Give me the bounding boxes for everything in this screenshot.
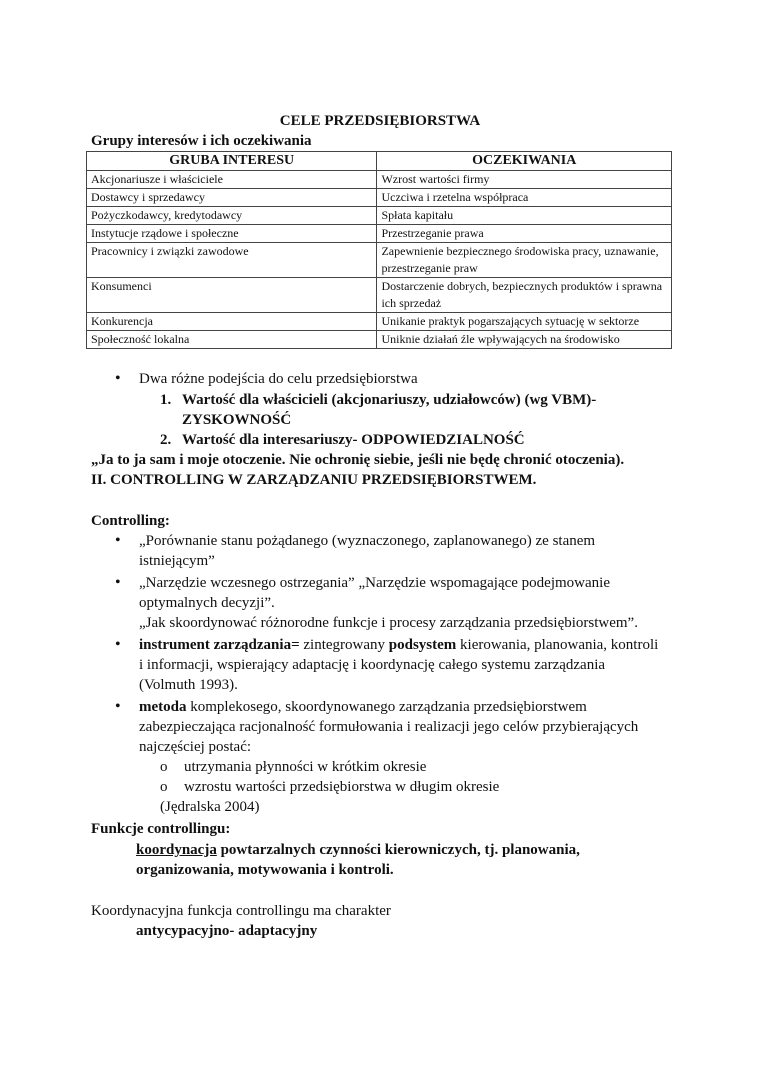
table-cell: Akcjonariusze i właściciele bbox=[87, 171, 377, 189]
method-term: metoda bbox=[139, 699, 187, 715]
table-cell: Pracownicy i związki zawodowe bbox=[87, 243, 377, 278]
sub-bullet-2: o wzrostu wartości przedsiębiorstwa w długim okresie bbox=[184, 777, 499, 797]
method-text: komplekosego, skoordynowanego zarządzania przedsiębiorstwem bbox=[186, 699, 587, 715]
controlling-bullet-3-line-1 bbox=[139, 635, 658, 655]
section-heading: II. CONTROLLING W ZARZĄDZANIU PRZEDSIĘBIORSTWEM. bbox=[91, 472, 537, 488]
controlling-bullet-4-line-1 bbox=[139, 697, 587, 717]
controlling-bullet-4-line-3: najczęściej postać: bbox=[139, 739, 252, 755]
column-header-expectations: OCZEKIWANIA bbox=[377, 152, 672, 171]
instrument-text-2: kierowania, planowania, kontroli bbox=[456, 637, 659, 653]
table-cell: Dostarczenie dobrych, bezpiecznych produktów i sprawna ich sprzedaż bbox=[377, 278, 672, 313]
table-row bbox=[87, 243, 672, 278]
table-row bbox=[87, 189, 672, 207]
approaches-intro: • Dwa różne podejścia do celu przedsiębiorstwa bbox=[139, 369, 418, 389]
interest-groups-table bbox=[86, 151, 672, 349]
controlling-bullet-3-line-2: i informacji, wspierający adaptację i koordynację całego systemu zarządzania bbox=[139, 657, 606, 673]
table-cell: Zapewnienie bezpiecznego środowiska pracy, uznawanie, przestrzeganie praw bbox=[377, 243, 672, 278]
approach-2-number: 2. bbox=[160, 432, 172, 448]
table-cell: Spłata kapitału bbox=[377, 207, 672, 225]
functions-heading: Funkcje controllingu: bbox=[91, 821, 231, 837]
functions-line-2: organizowania, motywowania i kontroli. bbox=[136, 862, 394, 878]
approach-1-line-1: Wartość dla właścicieli (akcjonariuszy, udziałowców) (wg VBM)- bbox=[182, 392, 597, 408]
coordination-character: antycypacyjno- adaptacyjny bbox=[136, 923, 318, 939]
controlling-bullet-1-line-1: • „Porównanie stanu pożądanego (wyznaczonego, zaplanowanego) ze stanem bbox=[139, 531, 595, 551]
page-title: CELE PRZEDSIĘBIORSTWA bbox=[279, 113, 481, 129]
table-cell: Uniknie działań źle wpływających na środowisko bbox=[377, 331, 672, 349]
table-cell: Unikanie praktyk pogarszających sytuację w sektorze bbox=[377, 313, 672, 331]
controlling-bullet-4-line-2: zabezpieczająca racjonalność formułowania i realizacji jego celów przybierających bbox=[139, 719, 639, 735]
table-header-row bbox=[87, 152, 672, 171]
table-cell: Instytucje rządowe i społeczne bbox=[87, 225, 377, 243]
functions-line-1 bbox=[136, 840, 580, 860]
approach-1-line-2: ZYSKOWNOŚĆ bbox=[182, 412, 292, 428]
instrument-term: instrument zarządzania= bbox=[139, 637, 300, 653]
table-row bbox=[87, 207, 672, 225]
quote: „Ja to ja sam i moje otoczenie. Nie ochronię siebie, jeśli nie będę chronić otoczenia). bbox=[91, 452, 625, 468]
controlling-bullet-3-line-3: (Volmuth 1993). bbox=[139, 677, 238, 693]
table-cell: Pożyczkodawcy, kredytodawcy bbox=[87, 207, 377, 225]
controlling-bullet-2-line-2: optymalnych decyzji”. bbox=[139, 595, 275, 611]
sub-bullet-1: o utrzymania płynności w krótkim okresie bbox=[184, 757, 426, 777]
citation: (Jędralska 2004) bbox=[160, 799, 260, 815]
table-cell: Przestrzeganie prawa bbox=[377, 225, 672, 243]
controlling-bullet-2-line-3: „Jak skoordynować różnorodne funkcje i procesy zarządzania przedsiębiorstwem”. bbox=[139, 615, 638, 631]
controlling-bullet-2-line-1: • „Narzędzie wczesnego ostrzegania” „Narzędzie wspomagające podejmowanie bbox=[139, 573, 610, 593]
table-row bbox=[87, 171, 672, 189]
table-cell: Społeczność lokalna bbox=[87, 331, 377, 349]
table-cell: Uczciwa i rzetelna współpraca bbox=[377, 189, 672, 207]
controlling-heading: Controlling: bbox=[91, 513, 170, 529]
table-row bbox=[87, 225, 672, 243]
controlling-bullet-1-line-2: istniejącym” bbox=[139, 553, 215, 569]
functions-line-1-rest: powtarzalnych czynności kierowniczych, tj. planowania, bbox=[216, 842, 580, 858]
coordination-text: Koordynacyjna funkcja controllingu ma charakter bbox=[91, 903, 391, 919]
table-cell: Konkurencja bbox=[87, 313, 377, 331]
table-cell: Konsumenci bbox=[87, 278, 377, 313]
table-row bbox=[87, 278, 672, 313]
table-cell: Dostawcy i sprzedawcy bbox=[87, 189, 377, 207]
approach-2: Wartość dla interesariuszy- ODPOWIEDZIALNOŚĆ bbox=[182, 432, 525, 448]
instrument-text-1: zintegrowany bbox=[299, 637, 389, 653]
table-cell: Wzrost wartości firmy bbox=[377, 171, 672, 189]
table-row bbox=[87, 331, 672, 349]
column-header-group: GRUBA INTERESU bbox=[87, 152, 377, 171]
subsystem-term: podsystem bbox=[388, 637, 457, 653]
table-row bbox=[87, 313, 672, 331]
table-caption: Grupy interesów i ich oczekiwania bbox=[91, 133, 312, 149]
approach-1-number: 1. bbox=[160, 392, 172, 408]
coordination-term: koordynacja bbox=[136, 842, 217, 858]
